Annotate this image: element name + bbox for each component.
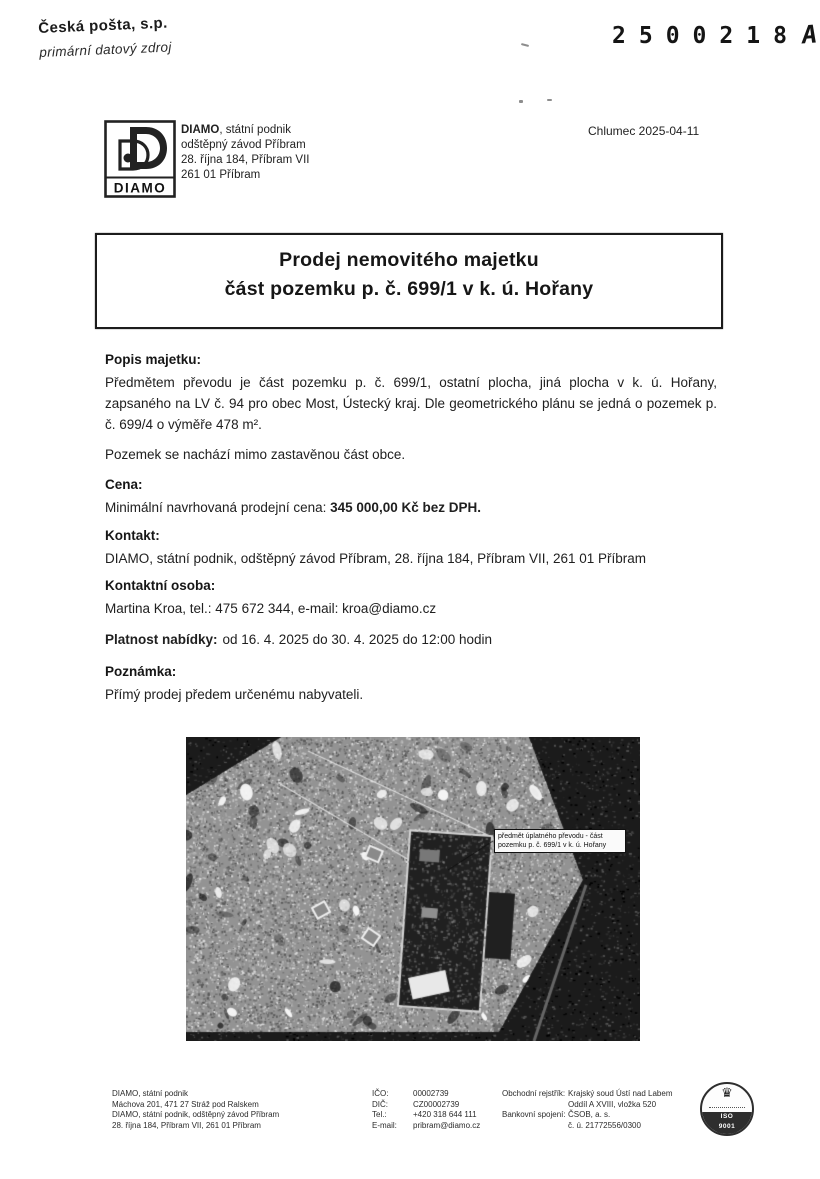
sender-block (38, 14, 172, 60)
scan-speck (547, 99, 552, 101)
footer-contact-block (372, 1089, 480, 1131)
bank-account: č. ú. 21772556/0300 (568, 1120, 641, 1130)
footer-address-line: 28. října 184, Příbram VII, 261 01 Příbram (112, 1120, 261, 1130)
platnost-text: od 16. 4. 2025 do 30. 4. 2025 do 12:00 hodin (222, 632, 493, 647)
diamo-logo-label: DIAMO (113, 180, 167, 196)
dic-value: CZ00002739 (413, 1099, 460, 1109)
stamp-digits: 2500218 (612, 23, 800, 49)
stamp-suffix: A (800, 19, 819, 50)
section-heading-poznamka: Poznámka: (105, 664, 177, 679)
section-heading-kontaktni-osoba: Kontaktní osoba: (105, 578, 216, 593)
iso-9001-seal (700, 1082, 754, 1136)
org-line-3: 28. října 184, Příbram VII (181, 154, 310, 166)
stamp-number (612, 20, 817, 49)
seal-band (702, 1112, 752, 1135)
title-line-2: část pozemku p. č. 699/1 v k. ú. Hořany (224, 278, 594, 300)
ico-label: IČO: (372, 1089, 389, 1098)
footer-address-block (112, 1089, 279, 1131)
footer-dic-row (372, 1100, 480, 1111)
org-name: DIAMO (181, 124, 220, 136)
seal-crown-icon: ♛ (721, 1085, 733, 1100)
bank-label: Bankovní spojení: (502, 1110, 566, 1119)
kontaktni-osoba-line: Martina Kroa, tel.: 475 672 344, e-mail: kroa@diamo.cz (105, 601, 437, 616)
registry-row (502, 1089, 673, 1100)
map-image (186, 737, 640, 1041)
popis-paragraph: Předmětem převodu je část pozemku p. č. 699/1, ostatní plocha, jiná plocha v k. ú. Hořany, zapsaného na LV č. 94 pro obec Most, Ústecký kraj. Dle geometrického plánu se jedná o pozemek p. č. 699/4 o výměře 478 m². (105, 375, 717, 432)
tel-label: Tel.: (372, 1110, 387, 1119)
popis-note: Pozemek se nachází mimo zastavěnou část obce. (105, 447, 406, 462)
map-label-line-1: předmět úplatného převodu - část (498, 833, 603, 840)
org-line-1 (181, 123, 309, 138)
registry-court: Krajský soud Ústí nad Labem (568, 1089, 673, 1098)
tel-value: +420 318 644 111 (413, 1110, 477, 1119)
poznamka-line: Přímý prodej předem určenému nabyvateli. (105, 687, 364, 702)
footer-email-row (372, 1121, 480, 1132)
aerial-map-figure (186, 737, 640, 1041)
cena-line (105, 497, 481, 518)
cena-value: 345 000,00 Kč bez DPH. (330, 500, 481, 515)
dateline: Chlumec 2025-04-11 (588, 124, 700, 138)
map-label-line-2: pozemku p. č. 699/1 v k. ú. Hořany (498, 842, 607, 849)
registry-label: Obchodní rejstřík: (502, 1089, 566, 1098)
org-line-2: odštěpný závod Příbram (181, 139, 306, 151)
registry-section: Oddíl A XVIII, vložka 520 (568, 1099, 657, 1109)
title-line-1: Prodej nemovitého majetku (279, 249, 539, 271)
footer-address-line: Máchova 201, 471 27 Stráž pod Ralskem (112, 1099, 259, 1109)
footer-address-line: DIAMO, státní podnik (112, 1089, 189, 1098)
section-heading-popis: Popis majetku: (105, 352, 202, 367)
footer-registry-block (502, 1089, 673, 1131)
footer-address-line: DIAMO, státní podnik, odštěpný závod Příbram (112, 1110, 280, 1119)
platnost-heading: Platnost nabídky: (105, 632, 218, 647)
dic-label: DIČ: (372, 1099, 388, 1109)
footer-ico-row (372, 1089, 480, 1100)
ico-value: 00002739 (413, 1089, 449, 1098)
scan-speck (521, 43, 529, 47)
sender-subtitle: primární datový zdroj (39, 39, 172, 60)
org-line-4: 261 01 Příbram (181, 169, 261, 181)
diamo-logo-graphic (104, 120, 176, 198)
sender-name: Česká pošta, s.p. (38, 14, 168, 37)
platnost-line (105, 629, 492, 650)
bank-name: ČSOB, a. s. (568, 1110, 611, 1119)
cena-prefix: Minimální navrhovaná prodejní cena: (105, 500, 331, 515)
kontakt-line: DIAMO, státní podnik, odštěpný závod Příbram, 28. října 184, Příbram VII, 261 01 Příbram (105, 551, 647, 566)
diamo-logo (104, 120, 176, 203)
map-parcel-label (494, 829, 626, 853)
section-heading-cena: Cena: (105, 477, 143, 492)
org-name-rest: , státní podnik (219, 124, 291, 136)
org-address-block (181, 123, 309, 183)
section-heading-kontakt: Kontakt: (105, 528, 160, 543)
email-label: E-mail: (372, 1120, 397, 1130)
scan-speck (519, 100, 523, 103)
seal-iso-text: ISO (720, 1112, 734, 1120)
email-value: pribram@diamo.cz (413, 1120, 481, 1130)
document-title-box (95, 233, 723, 329)
footer-tel-row (372, 1110, 480, 1121)
bank-row (502, 1110, 673, 1121)
seal-9001-text: 9001 (718, 1122, 736, 1130)
